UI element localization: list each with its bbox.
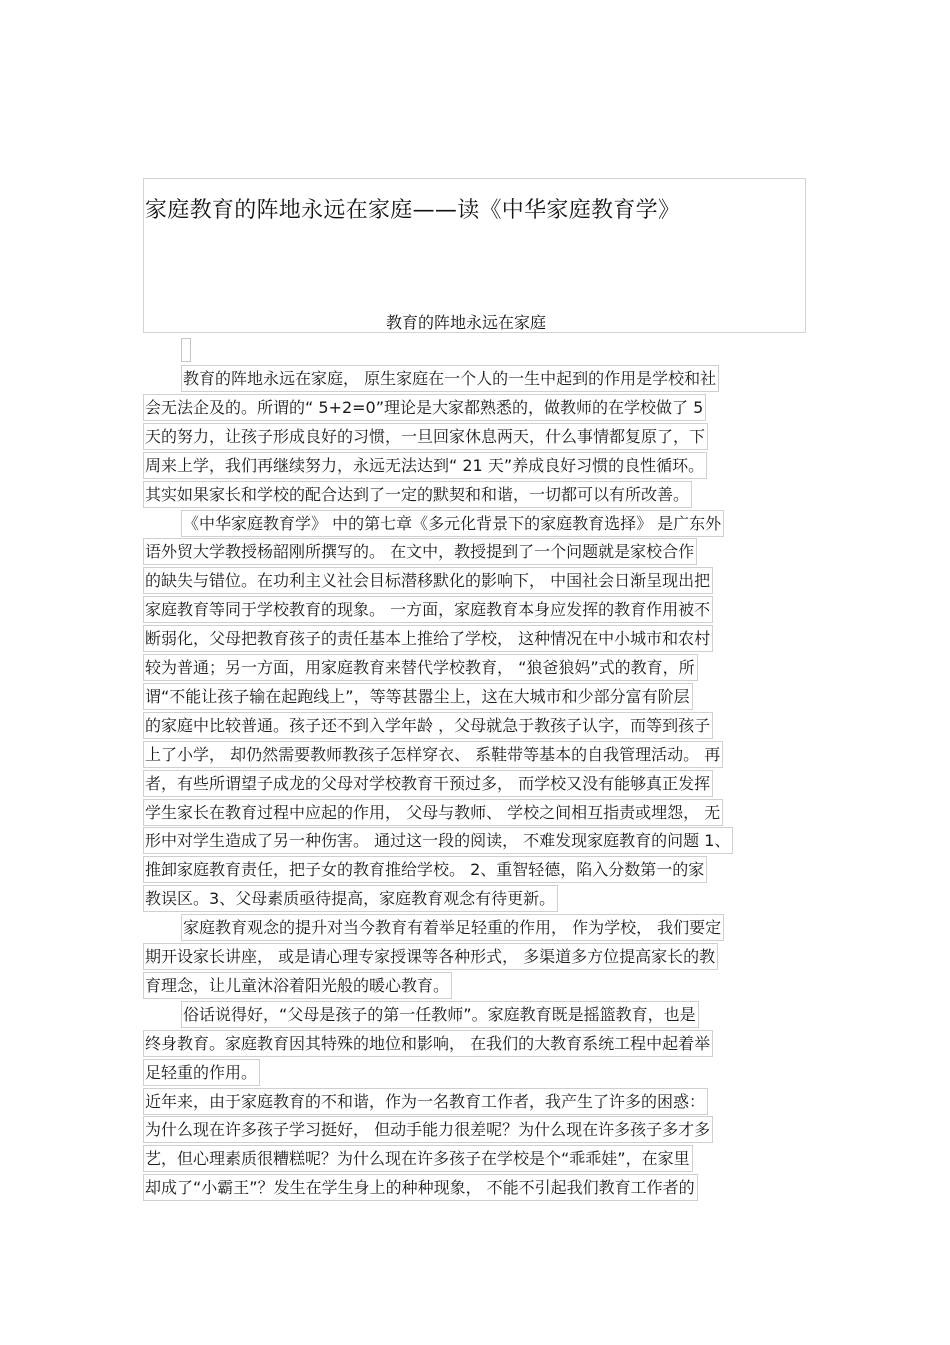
body-text-line: 周来上学，我们再继续努力，永远无法达到“ 21 天”养成良好习惯的良性循环。	[143, 452, 707, 479]
body-text-line: 为什么现在许多孩子学习挺好， 但动手能力很差呢？为什么现在许多孩子多才多	[143, 1116, 713, 1143]
body-text-line: 家庭教育等同于学校教育的现象。 一方面，家庭教育本身应发挥的教育作用被不	[143, 596, 713, 623]
body-text-line: 其实如果家长和学校的配合达到了一定的默契和和谐，一切都可以有所改善。	[143, 481, 692, 508]
body-text-line: 推卸家庭教育责任，把子女的教育推给学校。 2、重智轻德，陷入分数第一的家	[143, 856, 707, 883]
body-text-line: 艺，但心理素质很糟糕呢？为什么现在许多孩子在学校是个“乖乖娃”，在家里	[143, 1145, 693, 1172]
body-text-line: 形中对学生造成了另一种伤害。 通过这一段的阅读， 不难发现家庭教育的问题 1、	[143, 827, 733, 854]
body-text-line: 俗话说得好，“父母是孩子的第一任教师”。家庭教育既是摇篮教育，也是	[181, 1001, 699, 1028]
body-text-line: 育理念，让儿童沐浴着阳光般的暖心教育。	[143, 972, 452, 999]
body-text-line: 语外贸大学教授杨韶刚所撰写的。 在文中，教授提到了一个问题就是家校合作	[143, 538, 697, 565]
body-text-line: 教误区。3、父母素质亟待提高，家庭教育观念有待更新。	[143, 885, 558, 912]
document-subtitle: 教育的阵地永远在家庭	[386, 313, 547, 332]
document-title: 家庭教育的阵地永远在家庭——读《中华家庭教育学》	[145, 198, 681, 223]
body-text-line: 者，有些所谓望子成龙的父母对学校教育干预过多， 而学校又没有能够真正发挥	[143, 770, 713, 797]
body-text-line: 的缺失与错位。在功利主义社会目标潜移默化的影响下， 中国社会日渐呈现出把	[143, 567, 713, 594]
body-text-line: 较为普通；另一方面，用家庭教育来替代学校教育， “狼爸狼妈”式的教育，所	[143, 654, 698, 681]
body-text-line: 断弱化，父母把教育孩子的责任基本上推给了学校， 这种情况在中小城市和农村	[143, 625, 713, 652]
body-text-line: 却成了“小霸王”？发生在学生身上的种种现象， 不能不引起我们教育工作者的	[143, 1174, 698, 1201]
body-text-line: 的家庭中比较普通。孩子还不到入学年龄 ，父母就急于教孩子认字，而等到孩子	[143, 712, 713, 739]
body-text-line: 谓“不能让孩子输在起跑线上”，等等甚嚣尘上，这在大城市和少部分富有阶层	[143, 683, 693, 710]
body-text-line: 天的努力，让孩子形成良好的习惯，一旦回家休息两天，什么事情都复原了，下	[143, 423, 708, 450]
body-text-line: 终身教育。家庭教育因其特殊的地位和影响， 在我们的大教育系统工程中起着举	[143, 1030, 713, 1057]
body-text-line: 足轻重的作用。	[143, 1059, 260, 1086]
body-text-line: 上了小学， 却仍然需要教师教孩子怎样穿衣、 系鞋带等基本的自我管理活动。 再	[143, 741, 723, 768]
body-text-line: 近年来，由于家庭教育的不和谐，作为一名教育工作者，我产生了许多的困惑：	[143, 1088, 708, 1115]
body-text-line: 教育的阵地永远在家庭， 原生家庭在一个人的一生中起到的作用是学校和社	[181, 365, 719, 392]
body-text-line: 《中华家庭教育学》 中的第七章《多元化背景下的家庭教育选择》 是广东外	[181, 510, 724, 537]
body-text-line: 期开设家长讲座， 或是请心理专家授课等各种形式， 多渠道多方位提高家长的教	[143, 943, 718, 970]
body-text-line: 学生家长在教育过程中应起的作用， 父母与教师、 学校之间相互指责或埋怨， 无	[143, 799, 723, 826]
body-text-line: 家庭教育观念的提升对当今教育有着举足轻重的作用， 作为学校， 我们要定	[181, 914, 724, 941]
body-text-line: 会无法企及的。所谓的“ 5+2=0”理论是大家都熟悉的，做教师的在学校做了 5	[143, 394, 706, 421]
text-cursor-box	[181, 338, 191, 362]
